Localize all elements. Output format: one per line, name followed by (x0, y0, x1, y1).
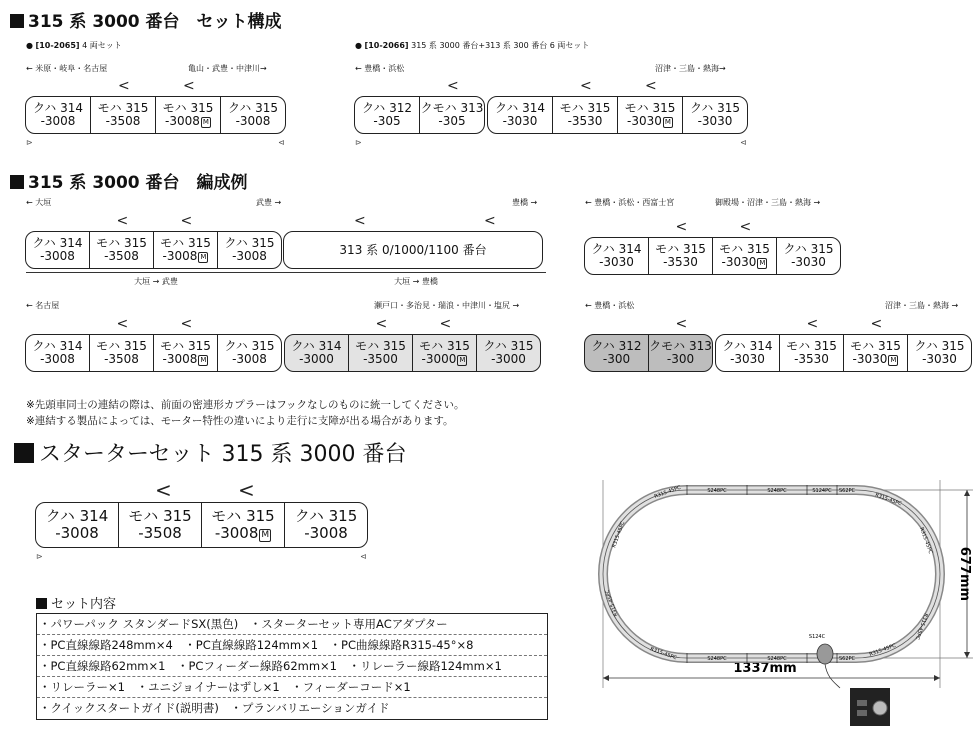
car-name: クハ 315 (228, 101, 278, 115)
car-number: -3530 (794, 352, 829, 366)
car-number: -3008 (235, 114, 271, 128)
svg-text:S62PC: S62PC (838, 488, 856, 494)
train-car (284, 334, 349, 372)
car-number: -305 (373, 114, 401, 128)
car-name: クハ 315 (294, 507, 358, 525)
pantograph-icon: < (180, 316, 193, 332)
pantograph-icon: < (675, 219, 688, 235)
car-number: -3508 (138, 524, 182, 542)
contents-row: ・クイックスタートガイド(説明書) ・プランバリエーションガイド (39, 701, 390, 715)
train-car (217, 231, 282, 269)
pantograph-icon: < (739, 219, 752, 235)
train-car (90, 78, 156, 134)
set-b-dir-right: 沼津・三島・熱海→ (655, 64, 726, 73)
ex1-seg-right: 大垣 → 豊橋 (394, 277, 438, 286)
train-car (25, 334, 90, 372)
car-number: -3008 (40, 352, 75, 366)
pantograph-icon: < (116, 316, 129, 332)
ex3-train (26, 316, 541, 372)
contents-row: ・PC直線線路248mm×4 ・PC直線線路124mm×1 ・PC曲線線路R315-45°×8 (37, 635, 547, 656)
track-layout-diagram (595, 478, 975, 728)
ex2-train (585, 219, 841, 275)
car-number: -3030 M (627, 114, 671, 128)
train-car (476, 334, 541, 372)
car-number: -3508 (104, 352, 139, 366)
coupler-icon: ⊳ (355, 138, 362, 147)
note-1: ※先頭車同士の連結の際は、前面の密連形カプラーはフックなしのものに統一してください。 (26, 399, 465, 411)
car-name: クハ 314 (45, 507, 109, 525)
svg-text:R315-45PC: R315-45PC (874, 492, 903, 508)
car-name: モハ 315 (559, 101, 611, 115)
set-b-dir-left: ← 豊橋・浜松 (355, 64, 405, 73)
section-title-set-composition: 315 系 3000 番台 セット構成 (10, 7, 282, 32)
car-number: -3008 M (162, 249, 207, 263)
car-number: -3030 (730, 352, 765, 366)
feeder-cord (825, 664, 840, 688)
car-number: -300 (666, 352, 695, 366)
coupler-icon: ⊲ (278, 138, 285, 147)
ex1-segment-line (26, 272, 546, 273)
car-number: -3000 (491, 352, 526, 366)
train-car (779, 316, 844, 372)
pantograph-icon: < (484, 213, 496, 229)
pantograph-icon: < (675, 316, 688, 332)
coupled-313-label: 313 系 0/1000/1100 番台 (339, 242, 487, 257)
train-car (89, 316, 154, 372)
svg-text:R315-45PC: R315-45PC (913, 612, 929, 641)
train-car (712, 219, 777, 275)
train-car (487, 96, 553, 134)
car-number: -300 (602, 352, 631, 366)
car-number: -3500 (363, 352, 398, 366)
height-label: 677mm (957, 546, 972, 602)
car-number: -3030 (502, 114, 538, 128)
car-name: クハ 314 (722, 339, 773, 353)
motor-icon: M (202, 118, 209, 126)
pantograph-icon: < (180, 213, 193, 229)
svg-text:R315-45PC: R315-45PC (918, 526, 934, 555)
train-car (201, 478, 285, 548)
contents-row: ・リレーラー×1 ・ユニジョイナーはずし×1 ・フィーダーコード×1 (37, 677, 547, 698)
train-car (284, 502, 368, 548)
car-name: モハ 315 (655, 242, 706, 256)
car-number: -3008 M (165, 114, 209, 128)
car-number: -3530 (567, 114, 603, 128)
svg-text:S248PC: S248PC (767, 656, 787, 662)
car-number: -3008 (40, 249, 75, 263)
car-name: モハ 315 (160, 236, 211, 250)
train-car (118, 478, 202, 548)
set-b-train (355, 78, 748, 147)
set-a-dir-right: 亀山・武豊・中津川→ (188, 64, 267, 73)
car-name: モハ 315 (211, 507, 275, 525)
note-2: ※連結する製品によっては、モーター特性の違いにより走行に支障が出る場合があります。 (26, 415, 454, 427)
svg-text:R315-45PC: R315-45PC (604, 588, 620, 617)
car-name: モハ 315 (719, 242, 770, 256)
pantograph-icon: < (116, 213, 129, 229)
set-a-title: ● [10-2065] 4 両セット (26, 41, 122, 50)
car-name: モハ 315 (786, 339, 837, 353)
train-car (584, 334, 649, 372)
car-name: クハ 315 (224, 236, 275, 250)
rerailer-icon (817, 644, 833, 664)
coupled-313-series (283, 213, 543, 269)
svg-text:S124C: S124C (808, 634, 826, 640)
car-name: モハ 315 (355, 339, 406, 353)
car-name: クハ 312 (591, 339, 642, 353)
train-car (153, 213, 218, 269)
ex1-dir-right: 豊橋 → (512, 198, 538, 207)
train-car (155, 78, 221, 134)
car-name: モハ 315 (850, 339, 901, 353)
car-name: クハ 315 (783, 242, 834, 256)
pantograph-icon: < (439, 316, 452, 332)
pantograph-icon: < (645, 78, 657, 94)
car-number: -3030 (791, 255, 826, 269)
car-name: モハ 315 (96, 236, 147, 250)
pantograph-icon: < (354, 213, 366, 229)
coupler-icon: ⊳ (36, 552, 43, 561)
train-car (715, 334, 780, 372)
car-name: モハ 315 (162, 101, 214, 115)
train-car (35, 502, 119, 548)
car-number: -3008 M (162, 352, 207, 366)
ex1-train (26, 213, 543, 269)
section-title-starter-set: スターターセット 315 系 3000 番台 (14, 437, 407, 468)
ex1-seg-left: 大垣 → 武豊 (134, 277, 178, 286)
svg-text:S248PC: S248PC (707, 488, 727, 494)
pantograph-icon: < (118, 78, 130, 94)
car-name: モハ 315 (96, 339, 147, 353)
section-title-formation-examples: 315 系 3000 番台 編成例 (10, 168, 248, 193)
car-name: モハ 315 (97, 101, 149, 115)
train-car (412, 316, 477, 372)
pantograph-icon: < (238, 478, 255, 502)
set-a-dir-left: ← 米原・岐阜・名古屋 (26, 64, 108, 73)
car-number: -3030 (922, 352, 957, 366)
starter-train (36, 478, 368, 561)
train-car (348, 316, 413, 372)
train-car (648, 219, 713, 275)
train-car (220, 96, 286, 134)
ex4-dir-right: 沼津・三島・熱海 → (885, 301, 959, 310)
car-name: クハ 315 (914, 339, 965, 353)
car-name: モハ 315 (624, 101, 676, 115)
car-number: -3008 (232, 249, 267, 263)
coupler-icon: ⊲ (360, 552, 367, 561)
contents-row: ・パワーパック スタンダードSX(黒色) ・スターターセット専用ACアダプター (37, 614, 547, 635)
set-a-train (26, 78, 286, 147)
motor-icon: M (200, 253, 207, 261)
svg-text:S248PC: S248PC (767, 488, 787, 494)
width-label: 1337mm (733, 661, 797, 676)
pantograph-icon: < (806, 316, 819, 332)
motor-icon: M (664, 118, 671, 126)
pantograph-icon: < (155, 478, 172, 502)
car-number: -3030 M (721, 255, 766, 269)
coupler-icon: ⊲ (740, 138, 747, 147)
ex2-dir-right: 御殿場・沼津・三島・熱海 → (715, 198, 821, 207)
svg-text:R315-45PC: R315-45PC (649, 646, 678, 662)
motor-icon: M (200, 356, 207, 364)
train-car (907, 334, 972, 372)
ex3-dir-left: ← 名古屋 (26, 301, 60, 310)
svg-text:S248PC: S248PC (707, 656, 727, 662)
car-name: クハ 314 (495, 101, 545, 115)
car-number: -3030 (599, 255, 634, 269)
car-number: -3008 (55, 524, 99, 542)
train-car (89, 213, 154, 269)
train-car (776, 237, 841, 275)
ex1-dir-left: ← 大垣 (26, 198, 52, 207)
contents-row: ・PC直線線路62mm×1 ・PCフィーダー線路62mm×1 ・リレーラー線路124mm×1 (37, 656, 547, 677)
pantograph-icon: < (375, 316, 388, 332)
car-name: クハ 314 (33, 101, 83, 115)
car-name: クハ 314 (291, 339, 342, 353)
train-car (354, 96, 420, 134)
coupler-icon: ⊳ (26, 138, 33, 147)
train-car (25, 96, 91, 134)
ex4-train (585, 316, 972, 372)
pantograph-icon: < (183, 78, 195, 94)
pantograph-icon: < (447, 78, 459, 94)
car-name: クハ 314 (32, 339, 83, 353)
car-number: -3508 (105, 114, 141, 128)
svg-text:R315-45PC: R315-45PC (868, 642, 897, 658)
car-name: モハ 315 (419, 339, 470, 353)
car-name: クハ 312 (362, 101, 412, 115)
car-number: -3000 M (421, 352, 466, 366)
svg-text:S124PC: S124PC (812, 488, 832, 494)
car-name: クモハ 313 (420, 101, 484, 115)
car-number: -3008 M (214, 524, 270, 542)
pantograph-icon: < (580, 78, 592, 94)
train-car (419, 78, 485, 134)
car-number: -3030 (697, 114, 733, 128)
ex3-dir-right: 瀬戸口・多治見・瑞浪・中津川・塩尻 → (374, 301, 520, 310)
contents-box (36, 613, 548, 720)
motor-icon: M (459, 356, 466, 364)
car-number: -3030 M (852, 352, 897, 366)
car-name: クハ 315 (483, 339, 534, 353)
car-number: -3008 (232, 352, 267, 366)
car-name: クハ 315 (690, 101, 740, 115)
car-number: -3008 (40, 114, 76, 128)
ex4-dir-left: ← 豊橋・浜松 (585, 301, 635, 310)
pantograph-icon: < (870, 316, 883, 332)
svg-text:R315-45PC: R315-45PC (653, 484, 682, 500)
car-number: -305 (438, 114, 466, 128)
motor-icon: M (890, 356, 897, 364)
train-car (217, 334, 282, 372)
car-number: -3000 (299, 352, 334, 366)
car-number: -3508 (104, 249, 139, 263)
set-b-title: ● [10-2066] 315 系 3000 番台+313 系 300 番台 6 両セット (355, 41, 590, 50)
car-name: クモハ 313 (649, 339, 712, 353)
train-car (617, 78, 683, 134)
motor-icon: M (759, 259, 766, 267)
car-number: -3530 (663, 255, 698, 269)
car-name: モハ 315 (160, 339, 211, 353)
ex2-dir-left: ← 豊橋・浜松・西富士宮 (585, 198, 675, 207)
car-name: モハ 315 (128, 507, 192, 525)
train-car (584, 237, 649, 275)
car-name: クハ 314 (32, 236, 83, 250)
train-car (648, 316, 713, 372)
train-car (682, 96, 748, 134)
svg-text:S62PC: S62PC (838, 656, 856, 662)
motor-icon: M (261, 530, 270, 540)
track-oval (603, 490, 940, 658)
train-car (843, 316, 908, 372)
svg-text:R315-45PC: R315-45PC (611, 520, 627, 549)
car-name: クハ 315 (224, 339, 275, 353)
train-car (552, 78, 618, 134)
car-number: -3008 (304, 524, 348, 542)
contents-title: セット内容 (36, 593, 116, 612)
ex1-dir-mid: 武豊 → (256, 198, 282, 207)
train-car (25, 231, 90, 269)
train-car (153, 316, 218, 372)
car-name: クハ 314 (591, 242, 642, 256)
